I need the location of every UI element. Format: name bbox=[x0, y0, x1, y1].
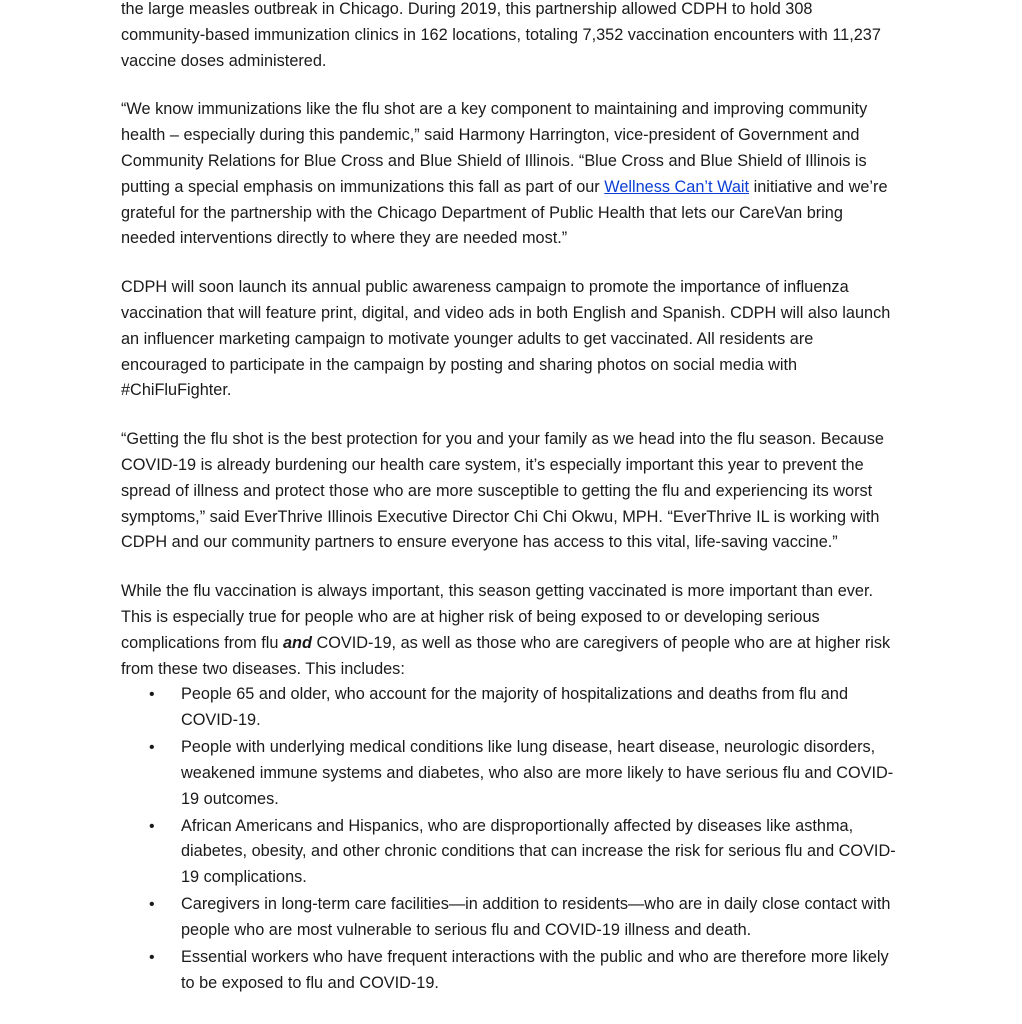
document-page bbox=[121, 0, 901, 998]
paragraph-risk-groups-intro bbox=[121, 579, 901, 682]
wellness-cant-wait-link[interactable]: Wellness Can’t Wait bbox=[604, 177, 750, 196]
list-item bbox=[121, 735, 901, 812]
paragraph-clinic-stats bbox=[121, 0, 901, 74]
paragraph-awareness-campaign bbox=[121, 275, 901, 404]
bullet-icon: • bbox=[149, 896, 155, 914]
list-item bbox=[121, 682, 901, 734]
emphasis-and: and bbox=[282, 633, 312, 652]
list-item-text: People 65 and older, who account for the majority of hospitalizations and deaths from flu and COVID-19. bbox=[181, 685, 849, 730]
paragraph-bcbs-quote-tail: initiative and we’re grateful for the partnership with the Chicago Department of Public Health that lets our CareVan bring needed interventions directly to where they are needed most.” bbox=[121, 177, 888, 248]
paragraph-everthrive-quote bbox=[121, 427, 901, 556]
paragraph-bcbs-quote-text: “We know immunizations like the flu shot are a key component to maintaining and improving community health – especially during this pandemic,” said Harmony Harrington, vice-president of Government and Community Relations for Blue Cross and Blue Shield of Illinois. “Blue Cross and Blue Shield of Illinois is putting a special emphasis on immunizations this fall as part of our bbox=[121, 100, 868, 196]
paragraph-spacer bbox=[121, 404, 901, 427]
bullet-icon: • bbox=[149, 817, 155, 835]
list-item-text: African Americans and Hispanics, who are disproportionally affected by diseases like asthma, diabetes, obesity, and other chronic conditions that can increase the risk for serious flu and COVID-19 complications. bbox=[181, 816, 896, 887]
list-item-text: People with underlying medical conditions like lung disease, heart disease, neurologic disorders, weakened immune systems and diabetes, who also are more likely to have serious flu and COVID-19 outcomes. bbox=[181, 738, 894, 808]
list-item bbox=[121, 892, 901, 944]
paragraph-bcbs-quote bbox=[121, 97, 901, 252]
paragraph-risk-groups-intro-text: While the flu vaccination is always important, this season getting vaccinated is more important than ever. This is especially true for people who are at higher risk of being exposed to or developing serious complications from flu bbox=[121, 582, 874, 652]
bullet-icon: • bbox=[149, 739, 155, 757]
paragraph-spacer bbox=[121, 74, 901, 97]
list-item bbox=[121, 945, 901, 997]
paragraph-risk-groups-intro-tail: COVID-19, as well as those who are caregivers of people who are at higher risk from these two diseases. This includes: bbox=[121, 633, 891, 678]
paragraph-spacer bbox=[121, 252, 901, 275]
list-item-text: Caregivers in long-term care facilities—in addition to residents—who are in daily close contact with people who are most vulnerable to serious flu and COVID-19 illness and death. bbox=[181, 895, 891, 940]
risk-groups-list bbox=[121, 682, 901, 996]
bullet-icon: • bbox=[149, 686, 155, 704]
list-item bbox=[121, 814, 901, 891]
paragraph-clinic-stats-text: the large measles outbreak in Chicago. During 2019, this partnership allowed CDPH to hold 308 community-based immunization clinics in 162 locations, totaling 7,352 vaccination encounters with 11,237 vaccine doses administered. bbox=[121, 0, 881, 70]
paragraph-spacer bbox=[121, 556, 901, 579]
paragraph-everthrive-quote-text: “Getting the flu shot is the best protection for you and your family as we head into the flu season. Because COVID-19 is already burdening our health care system, it’s especially important this year to prevent the spread of illness and protect those who are more susceptible to getting the flu and experiencing its worst symptoms,” said EverThrive Illinois Executive Director Chi Chi Okwu, MPH. “EverThrive IL is working with CDPH and our community partners to ensure everyone has access to this vital, life-saving vaccine.” bbox=[121, 430, 884, 552]
bullet-icon: • bbox=[149, 949, 155, 967]
list-item-text: Essential workers who have frequent interactions with the public and who are therefore more likely to be exposed to flu and COVID-19. bbox=[181, 948, 889, 992]
paragraph-awareness-campaign-text: CDPH will soon launch its annual public awareness campaign to promote the importance of influenza vaccination that will feature print, digital, and video ads in both English and Spanish. CDPH will also launch an influencer marketing campaign to motivate younger adults to get vaccinated. All residents are encouraged to participate in the campaign by posting and sharing photos on social media with #ChiFluFighter. bbox=[121, 278, 891, 400]
